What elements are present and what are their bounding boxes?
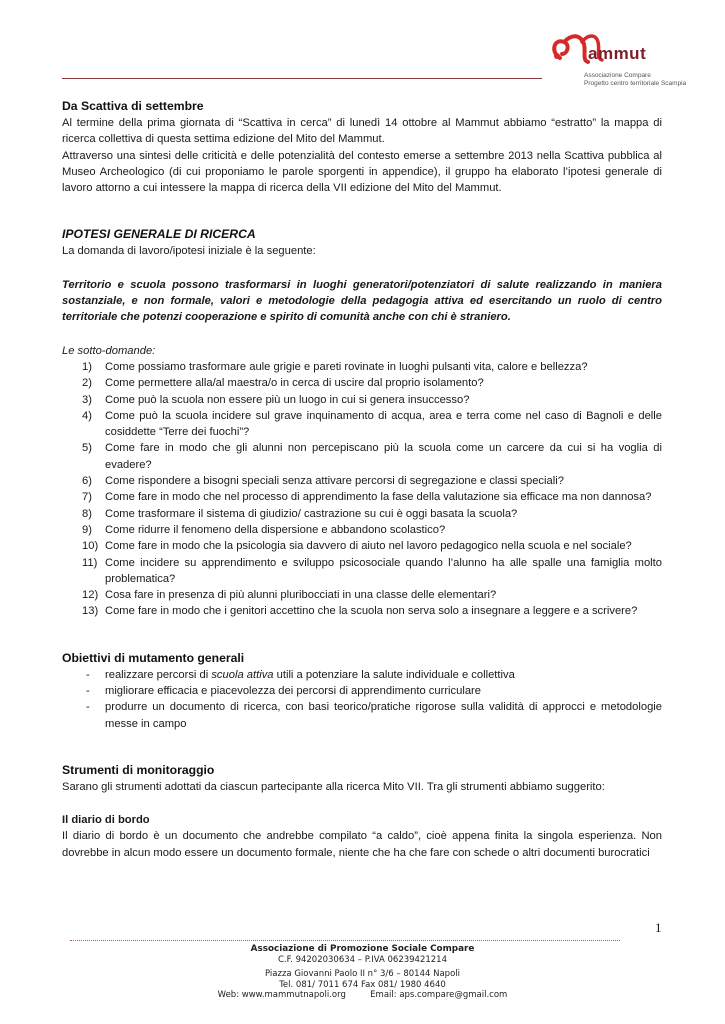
list-item: [62, 522, 662, 538]
list-item: [62, 667, 662, 683]
footer-fiscal-codes: C.F. 94202030634 – P.IVA 06239421214: [278, 954, 447, 965]
section-title-scattiva: Da Scattiva di settembre: [62, 99, 204, 113]
list-item-text: Come rispondere a bisogni speciali senza attivare percorsi di segregazione e classi speciali?: [105, 475, 564, 488]
list-item-text: Come fare in modo che nel processo di apprendimento la fase della valutazione sia efficace ma non dannosa?: [105, 491, 652, 504]
list-item-text: Come fare in modo che i genitori accettino che la scuola non serva solo a insegnare a leggere e a scrivere?: [105, 605, 638, 618]
dash-bullet: -: [86, 701, 90, 714]
list-number: 3): [82, 393, 92, 406]
list-number: 11): [82, 556, 98, 569]
list-item-text: Come possiamo trasformare aule grigie e pareti rovinate in luoghi pulsanti vita, calore e bellezza?: [105, 360, 588, 373]
list-item-text: realizzare percorsi di: [105, 668, 212, 681]
footer: [100, 944, 625, 1001]
header-rule: [62, 78, 542, 79]
list-item-text: Come permettere alla/al maestra/o in cerca di uscire dal proprio isolamento?: [105, 377, 484, 390]
list-number: 4): [82, 409, 92, 422]
list-item: [62, 473, 662, 489]
list-number: 5): [82, 442, 92, 455]
objectives-list: [62, 667, 662, 732]
list-item-text: produrre un documento di ricerca, con basi teorico/pratiche rigorose sulla validità di approcci e metodologie messe in campo: [105, 701, 662, 730]
emphasis: scuola attiva: [211, 668, 274, 681]
paragraph: Attraverso una sintesi delle criticità e delle potenzialità del contesto emerse a settembre 2013 nella Scattiva pubblica al Museo Archeologico (di cui proponiamo le parole sporgenti in appendice), il gruppo ha elaborato l’ipotesi generale di lavoro attorno a cui intessere la mappa di ricerca della VII edizione del Mito del Mammut.: [62, 149, 662, 195]
list-item-text: Come può la scuola incidere sul grave inquinamento di acqua, area e terra come nel caso di Bagnoli e delle cosiddette “Terre dei fuochi”?: [105, 409, 662, 439]
list-number: 8): [82, 507, 92, 520]
list-item-text: Come trasformare il sistema di giudizio/ castrazione su cui è oggi basata la scuola?: [105, 507, 518, 520]
list-number: 7): [82, 491, 92, 504]
paragraph: Il diario di bordo è un documento che andrebbe compilato “a caldo”, cioè appena finita la singola esperienza. Non dovrebbe in alcun modo essere un documento formale, niente che ha che fare con schede o altri documenti burocratici: [62, 830, 662, 859]
list-item: [62, 506, 662, 522]
paragraph: Al termine della prima giornata di “Scattiva in cerca” di lunedì 14 ottobre al Mammut abbiamo “estratto” la mappa di ricerca collettiva di questa settima edizione del Mito del Mammut.: [62, 117, 662, 146]
list-item-text: Cosa fare in presenza di più alunni pluribocciati in una classe delle elementari?: [105, 589, 497, 602]
list-item-text: Come fare in modo che la psicologia sia davvero di aiuto nel lavoro pedagogico nella scuola e nel sociale?: [105, 540, 632, 553]
sub-questions-list: [62, 359, 662, 620]
paragraph: La domanda di lavoro/ipotesi iniziale è la seguente:: [62, 245, 316, 258]
list-item: [62, 392, 662, 408]
document-body: [62, 98, 662, 861]
hypothesis-statement: Territorio e scuola possono trasformarsi in luoghi generatori/potenziatori di salute realizzando in maniera sostanziale, e non formale, valori e metodologie della pedagogia attiva ed esercitando un ruolo di centro territoriale che potenzi cooperazione e spirito di comunità anche con chi è straniero.: [62, 278, 662, 324]
list-number: 13): [82, 605, 99, 618]
list-item-text: Come fare in modo che gli alunni non percepiscano più la scuola come un carcere da cui si ha voglia di evadere?: [105, 442, 662, 471]
logo-subtitle-2: Progetto centro territoriale Scampia: [584, 80, 687, 87]
list-item-text: migliorare efficacia e piacevolezza dei percorsi di apprendimento curriculare: [105, 685, 482, 698]
list-item: [62, 440, 662, 473]
list-item-text: Come incidere su apprendimento e sviluppo psicosociale quando l’alunno ha alle spalle una famiglia molto problematica?: [105, 556, 662, 585]
list-item: [62, 538, 662, 554]
subsection-title-diario: Il diario di bordo: [62, 814, 150, 827]
list-item: [62, 683, 662, 699]
list-item: [62, 587, 662, 603]
footer-web-email: Web: www.mammutnapoli.org Email: aps.compare@gmail.com: [217, 990, 508, 1000]
list-number: 1): [82, 360, 92, 373]
list-item-text: utili a potenziare la salute individuale e collettiva: [273, 668, 515, 681]
section-title-strumenti: Strumenti di monitoraggio: [62, 762, 215, 777]
dash-bullet: -: [86, 685, 90, 698]
footer-rule: [70, 940, 620, 941]
section-title-obiettivi: Obiettivi di mutamento generali: [62, 650, 245, 665]
list-number: 12): [82, 589, 99, 602]
footer-phone: Tel. 081/ 7011 674 Fax 081/ 1980 4640: [279, 979, 446, 990]
list-number: 10): [82, 540, 99, 553]
list-item: [62, 699, 662, 732]
list-item: [62, 375, 662, 391]
logo-wordmark: ammut: [588, 44, 647, 63]
list-number: 6): [82, 475, 92, 488]
logo-subtitle: Associazione Compare: [584, 72, 651, 79]
dash-bullet: -: [86, 668, 90, 681]
footer-organization: Associazione di Promozione Sociale Compare: [250, 944, 475, 954]
footer-address: Piazza Giovanni Paolo II n° 3/6 – 80144 Napoli: [264, 969, 460, 979]
list-item: [62, 359, 662, 375]
list-number: 2): [82, 377, 92, 390]
section-title-ipotesi: IPOTESI GENERALE DI RICERCA: [62, 227, 256, 242]
list-item-text: Come ridurre il fenomeno della dispersione e abbandono scolastico?: [105, 523, 446, 536]
list-item: [62, 555, 662, 588]
list-item: [62, 408, 662, 441]
page-number: 1: [655, 920, 662, 935]
list-item-text: Come può la scuola non essere più un luogo in cui si genera insuccesso?: [105, 393, 470, 406]
list-item: [62, 489, 662, 505]
list-item: [62, 603, 662, 619]
list-number: 9): [82, 523, 92, 536]
sub-questions-label: Le sotto-domande:: [62, 344, 156, 357]
paragraph: Sarano gli strumenti adottati da ciascun partecipante alla ricerca Mito VII. Tra gli strumenti abbiamo suggerito:: [62, 780, 605, 793]
